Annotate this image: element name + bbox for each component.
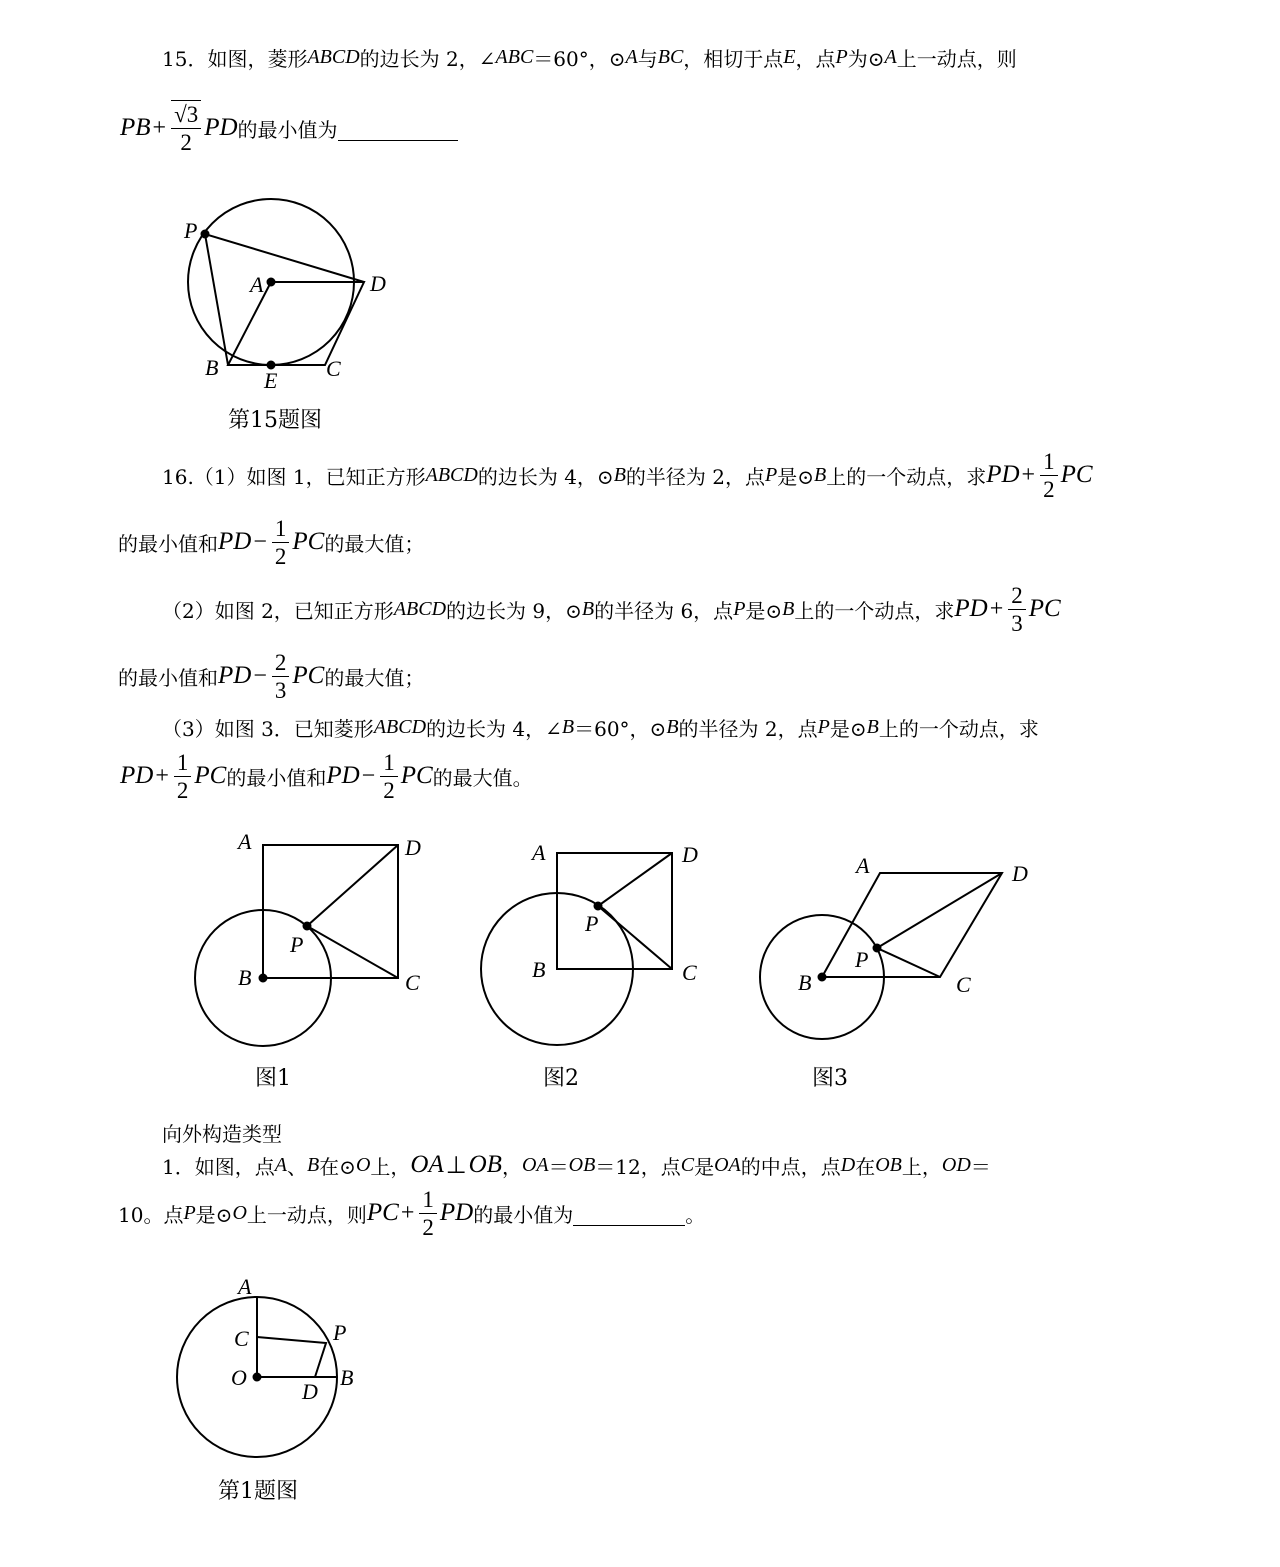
text: 的中点，点 <box>740 1154 841 1179</box>
math-var: P <box>183 1201 196 1224</box>
math-var: OB <box>875 1153 902 1176</box>
fraction-numerator: 2 <box>1008 582 1026 610</box>
math-var: ABCD <box>373 715 427 738</box>
fraction <box>1008 582 1026 637</box>
q1-caption: 第1题图 <box>218 1479 298 1504</box>
fraction-numerator: 1 <box>272 515 290 543</box>
math-expr: PC <box>400 762 433 789</box>
section-title: 向外构造类型 <box>162 1122 282 1146</box>
point-label: A <box>532 840 546 865</box>
math-operator: + <box>155 762 169 789</box>
point-label: C <box>405 970 420 995</box>
math-operator: − <box>253 528 267 555</box>
label-e: E <box>264 368 278 393</box>
fig3-labels <box>798 853 1028 997</box>
math-var: OB <box>568 1153 596 1176</box>
text: 上的一个动点，求 <box>826 464 987 489</box>
point-label: B <box>238 965 252 990</box>
point-label: D <box>1012 861 1028 886</box>
text: 的边长为 4，∠ <box>426 716 562 741</box>
fraction-numerator: 1 <box>419 1186 437 1214</box>
text: 的最小值为 <box>473 1202 574 1227</box>
text: 1．如图，点 <box>162 1154 275 1179</box>
math-var: B <box>613 463 626 486</box>
math-operator: + <box>152 114 167 141</box>
text: （3）如图 3．已知菱形 <box>162 716 374 741</box>
point-label: B <box>798 970 812 995</box>
fig2-caption: 图2 <box>543 1066 579 1091</box>
text: 是 <box>694 1154 715 1179</box>
q16-line-3 <box>162 579 1061 639</box>
label-d: D <box>370 271 386 296</box>
math-var: ABC <box>495 45 534 68</box>
text: 15．如图，菱形 <box>162 46 308 71</box>
text: （2）如图 2，已知正方形 <box>162 598 394 623</box>
math-expr: PD <box>986 461 1020 488</box>
math-expr: PC <box>366 1199 399 1226</box>
fraction-numerator: √3 <box>171 100 201 129</box>
text: 上一动点，则 <box>896 46 1017 71</box>
point-label: C <box>234 1326 249 1351</box>
fraction-denominator: 2 <box>383 777 395 803</box>
text: 在 <box>855 1154 876 1179</box>
math-var: P <box>835 45 848 68</box>
text: 与 <box>637 46 658 71</box>
text: 10。点 <box>118 1202 184 1227</box>
math-var: B <box>782 597 795 620</box>
math-var: O <box>232 1201 247 1224</box>
point-label: A <box>238 829 252 854</box>
text: 的最小值和 <box>118 531 218 556</box>
text: 16.（1）如图 1，已知正方形 <box>162 464 426 489</box>
fraction <box>380 749 398 804</box>
fraction-numerator: 1 <box>174 749 192 777</box>
text: 的边长为 4，⊙ <box>477 464 614 489</box>
math-expr: PB <box>120 114 151 141</box>
point-label: P <box>333 1320 347 1345</box>
math-operator: + <box>1021 461 1036 488</box>
q1-labels <box>231 1274 353 1404</box>
fraction <box>174 749 192 804</box>
point-label: C <box>682 960 697 985</box>
point-label: B <box>532 957 546 982</box>
fig2 <box>481 853 672 1045</box>
text: ，相切于点 <box>683 46 784 71</box>
point-label: D <box>405 835 421 860</box>
point-label: P <box>290 932 304 957</box>
math-expr: PC <box>1028 595 1061 622</box>
point-label: C <box>956 972 971 997</box>
fig1-caption: 图1 <box>255 1066 291 1091</box>
point-label: P <box>585 911 599 936</box>
point-label: A <box>856 853 870 878</box>
text: 在⊙ <box>319 1154 356 1179</box>
fraction-denominator: 2 <box>180 130 192 155</box>
fraction <box>419 1186 437 1241</box>
q15-caption: 第15题图 <box>228 408 322 433</box>
text: 。 <box>685 1202 706 1227</box>
label-c: C <box>326 356 341 381</box>
q15-labels <box>183 218 386 393</box>
math-operator: ⊥ <box>445 1152 467 1179</box>
math-expr: PC <box>292 528 325 555</box>
q1-figure <box>177 1297 337 1457</box>
math-var: A <box>884 45 897 68</box>
text: 的最大值； <box>324 665 425 690</box>
answer-blank[interactable] <box>573 1201 685 1226</box>
fraction <box>1040 448 1058 503</box>
math-var: ABCD <box>307 45 360 68</box>
q16-line-6 <box>120 746 533 806</box>
math-expr: PD <box>439 1199 474 1226</box>
math-expr: PC <box>1060 461 1093 488</box>
math-var: ABCD <box>425 463 478 486</box>
fraction-numerator: 1 <box>380 749 398 777</box>
point-label: D <box>302 1379 318 1404</box>
text: 的边长为 2，∠ <box>359 46 496 71</box>
text: ＝60°，⊙ <box>533 46 626 71</box>
math-var: B <box>666 715 679 738</box>
math-var: D <box>840 1153 856 1176</box>
math-var: B <box>581 597 595 620</box>
math-var: B <box>561 715 575 738</box>
text: 的最大值； <box>324 531 425 556</box>
fraction-denominator: 3 <box>1011 610 1023 636</box>
text: 上的一个动点，求 <box>878 716 1039 741</box>
text: ＝12，点 <box>595 1154 681 1179</box>
q15-figure <box>188 199 364 369</box>
text: 的边长为 9，⊙ <box>446 598 582 623</box>
math-var: B <box>306 1153 320 1176</box>
math-var: B <box>813 463 827 486</box>
text: ＝60°，⊙ <box>574 716 667 741</box>
label-b: B <box>205 355 219 380</box>
point-label: A <box>238 1274 252 1299</box>
math-var: P <box>765 463 778 486</box>
point-label: B <box>340 1365 354 1390</box>
text: 为⊙ <box>847 46 885 71</box>
math-var: OA <box>714 1153 741 1176</box>
text: 是⊙ <box>195 1202 233 1227</box>
math-var: P <box>817 715 830 738</box>
q16-line-1 <box>162 445 1093 505</box>
math-expr: PC <box>194 762 227 789</box>
rhombus-abcd <box>228 282 364 365</box>
text: 上的一个动点，求 <box>794 598 955 623</box>
math-expr: PD <box>204 114 238 141</box>
text: ，点 <box>795 46 836 71</box>
math-expr: PD <box>326 762 360 789</box>
math-expr: PD <box>120 762 154 789</box>
fraction-numerator: 1 <box>1040 448 1058 476</box>
math-expr: PC <box>292 662 325 689</box>
point-label: O <box>231 1365 247 1390</box>
text: 的最小值和 <box>118 665 218 690</box>
text: 上一动点，则 <box>246 1202 367 1227</box>
text: 的最小值为 <box>237 117 338 142</box>
math-expr: PD <box>954 595 988 622</box>
text: 是⊙ <box>745 598 783 623</box>
math-operator: + <box>400 1199 415 1226</box>
point-label: D <box>682 842 698 867</box>
math-var: E <box>783 45 796 68</box>
fraction <box>272 515 290 570</box>
math-var: BC <box>657 45 684 68</box>
q1-line-2 <box>118 1183 705 1243</box>
math-operator: + <box>989 595 1004 622</box>
math-var: A <box>274 1153 287 1176</box>
text: ， <box>501 1154 522 1179</box>
fig3 <box>760 873 1002 1039</box>
text: 上， <box>370 1154 411 1179</box>
fraction-denominator: 2 <box>274 543 287 569</box>
segments-pb-pd <box>205 234 364 365</box>
text: 、 <box>286 1154 307 1179</box>
fig3-caption: 图3 <box>812 1066 848 1091</box>
text: 的半径为 2，点 <box>625 464 765 489</box>
math-var: A <box>625 45 638 68</box>
math-expr: OA <box>410 1151 444 1178</box>
label-p: P <box>184 218 198 243</box>
math-operator: − <box>361 762 376 789</box>
label-a: A <box>250 272 264 297</box>
math-var: OD <box>941 1153 971 1176</box>
text: 的半径为 6，点 <box>594 598 734 623</box>
math-var: OA <box>521 1153 549 1176</box>
math-var: ABCD <box>393 597 447 620</box>
text: 是⊙ <box>829 716 867 741</box>
fraction <box>272 649 290 704</box>
text: 的半径为 2，点 <box>678 716 818 741</box>
q16-line-2 <box>118 512 424 572</box>
math-expr: PD <box>218 528 252 555</box>
math-expr: OB <box>468 1151 502 1178</box>
math-var: C <box>680 1153 695 1176</box>
text: 上， <box>901 1154 942 1179</box>
fraction-denominator: 2 <box>176 777 189 803</box>
text: ＝ <box>970 1154 991 1179</box>
text: 的最大值。 <box>432 765 533 790</box>
text: ＝ <box>548 1154 569 1179</box>
text: 的最小值和 <box>226 765 327 790</box>
fraction-denominator: 2 <box>422 1214 434 1240</box>
math-var: P <box>733 597 746 620</box>
point-label: P <box>855 947 869 972</box>
fraction-denominator: 3 <box>274 677 287 703</box>
math-var: O <box>355 1153 371 1176</box>
math-var: B <box>866 715 879 738</box>
text: 是⊙ <box>777 464 814 489</box>
fraction-numerator: 2 <box>272 649 290 677</box>
math-operator: − <box>253 662 267 689</box>
math-expr: PD <box>218 662 252 689</box>
fraction-denominator: 2 <box>1043 476 1055 502</box>
